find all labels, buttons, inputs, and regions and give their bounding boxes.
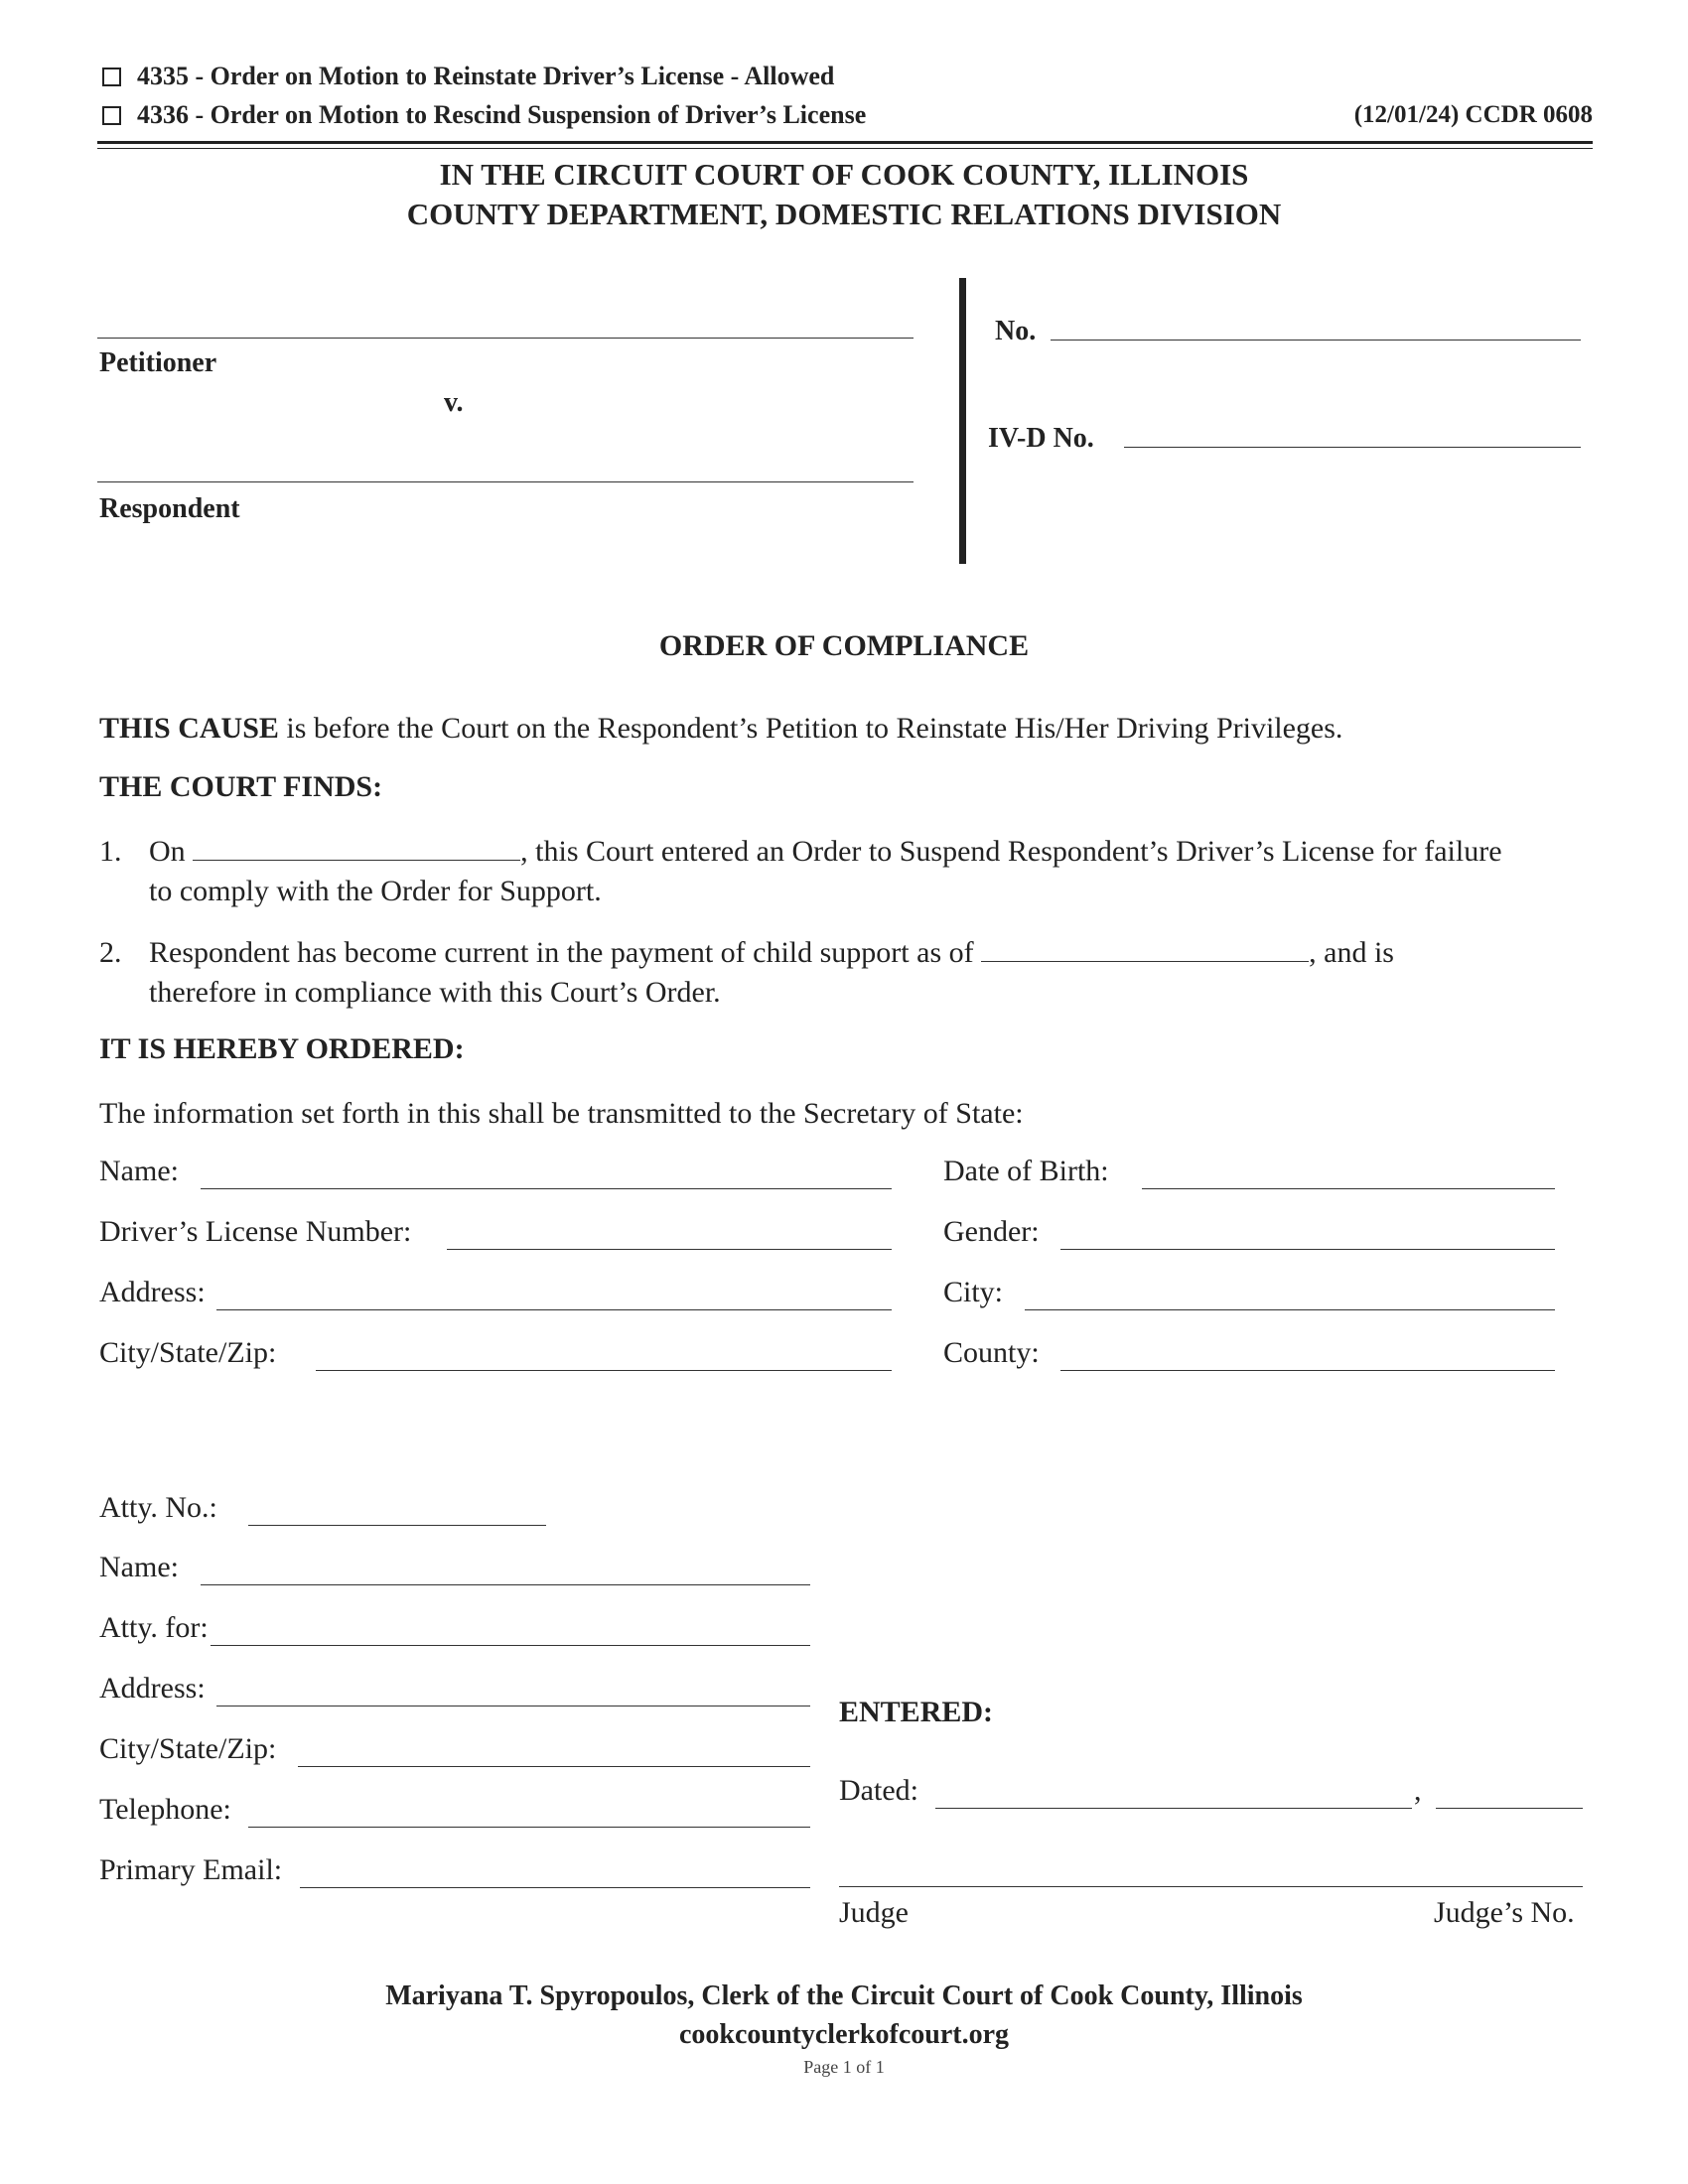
ivd-number-label: IV-D No.: [988, 423, 1094, 454]
atty-no-input[interactable]: [248, 1525, 546, 1526]
clerk-website[interactable]: cookcountyclerkofcourt.org: [678, 2019, 1010, 2050]
checkbox-row-4336[interactable]: [102, 100, 866, 130]
dated-year-input[interactable]: [1436, 1808, 1583, 1809]
sos-gender-input[interactable]: [1060, 1249, 1555, 1250]
caption-divider: [959, 278, 966, 564]
judge-label: Judge: [839, 1896, 909, 1929]
intro-lead: THIS CAUSE: [99, 712, 279, 745]
sos-name-label: Name:: [99, 1155, 179, 1187]
sos-county-input[interactable]: [1060, 1370, 1555, 1371]
findings-heading: THE COURT FINDS:: [99, 770, 383, 803]
atty-email-input[interactable]: [300, 1887, 810, 1888]
atty-address-label: Address:: [99, 1672, 206, 1705]
atty-name-input[interactable]: [201, 1584, 810, 1585]
atty-email-label: Primary Email:: [99, 1853, 283, 1886]
respondent-label: Respondent: [99, 493, 240, 524]
intro-text: is before the Court on the Respondent’s Petition to Reinstate His/Her Driving Privileges.: [278, 712, 1343, 745]
sos-address-input[interactable]: [216, 1309, 892, 1310]
versus-label: v.: [444, 387, 464, 418]
petitioner-label: Petitioner: [99, 347, 217, 378]
sos-city-state-zip-input[interactable]: [316, 1370, 892, 1371]
page-title: ORDER OF COMPLIANCE: [658, 629, 1030, 662]
checkbox-4336[interactable]: [102, 106, 121, 125]
court-name: IN THE CIRCUIT COURT OF COOK COUNTY, ILLINOIS: [439, 157, 1249, 192]
sos-dob-label: Date of Birth:: [943, 1155, 1109, 1187]
entered-heading: ENTERED:: [839, 1696, 994, 1728]
header-divider: [97, 141, 1593, 144]
sos-county-label: County:: [943, 1336, 1040, 1369]
finding-2-number: 2.: [99, 936, 122, 969]
sos-address-label: Address:: [99, 1276, 206, 1308]
checkbox-4335[interactable]: [102, 68, 121, 86]
atty-for-label: Atty. for:: [99, 1611, 209, 1644]
checkbox-4335-label: 4335 - Order on Motion to Reinstate Driver’s License - Allowed: [137, 62, 835, 90]
respondent-input[interactable]: [97, 481, 914, 482]
atty-city-state-zip-input[interactable]: [298, 1766, 810, 1767]
sos-name-input[interactable]: [201, 1188, 892, 1189]
page-number: Page 1 of 1: [803, 2057, 885, 2077]
atty-for-input[interactable]: [211, 1645, 810, 1646]
atty-telephone-input[interactable]: [248, 1827, 810, 1828]
court-division: COUNTY DEPARTMENT, DOMESTIC RELATIONS DIVISION: [406, 197, 1282, 231]
form-code: (12/01/24) CCDR 0608: [1353, 101, 1593, 128]
finding-1-line1: On , this Court entered an Order to Suspend Respondent’s Driver’s License for failure: [149, 835, 1502, 868]
finding-2-line1: Respondent has become current in the payment of child support as of , and is: [149, 936, 1394, 969]
ordered-heading: IT IS HEREBY ORDERED:: [99, 1032, 465, 1065]
intro-paragraph: [99, 709, 1342, 749]
case-number-input[interactable]: [1051, 340, 1581, 341]
checkbox-row-4335[interactable]: [102, 62, 834, 91]
atty-city-state-zip-label: City/State/Zip:: [99, 1732, 277, 1765]
finding-2-line2: therefore in compliance with this Court’s Order.: [149, 976, 721, 1009]
judge-number-label: Judge’s No.: [1434, 1896, 1575, 1929]
sos-gender-label: Gender:: [943, 1215, 1040, 1248]
atty-telephone-label: Telephone:: [99, 1793, 231, 1826]
current-date-input[interactable]: [981, 935, 1309, 962]
atty-no-label: Atty. No.:: [99, 1491, 217, 1524]
header-divider-thin: [97, 148, 1593, 149]
case-number-label: No.: [995, 316, 1037, 346]
dated-comma: ,: [1414, 1774, 1422, 1807]
atty-name-label: Name:: [99, 1551, 179, 1583]
ivd-number-input[interactable]: [1124, 447, 1581, 448]
finding-1-line2: to comply with the Order for Support.: [149, 875, 602, 907]
sos-dob-input[interactable]: [1142, 1188, 1555, 1189]
dated-input[interactable]: [935, 1808, 1412, 1809]
dated-label: Dated:: [839, 1774, 918, 1807]
sos-license-label: Driver’s License Number:: [99, 1215, 412, 1248]
ordered-text: The information set forth in this shall be transmitted to the Secretary of State:: [99, 1097, 1024, 1130]
suspension-date-input[interactable]: [193, 834, 520, 861]
finding-1-number: 1.: [99, 835, 122, 868]
checkbox-4336-label: 4336 - Order on Motion to Rescind Suspension of Driver’s License: [137, 100, 867, 129]
clerk-name: Mariyana T. Spyropoulos, Clerk of the Circuit Court of Cook County, Illinois: [385, 1980, 1303, 2011]
sos-city-state-zip-label: City/State/Zip:: [99, 1336, 277, 1369]
sos-city-label: City:: [943, 1276, 1004, 1308]
petitioner-input[interactable]: [97, 338, 914, 339]
sos-city-input[interactable]: [1025, 1309, 1555, 1310]
sos-license-input[interactable]: [447, 1249, 892, 1250]
judge-signature-line[interactable]: [839, 1886, 1583, 1887]
